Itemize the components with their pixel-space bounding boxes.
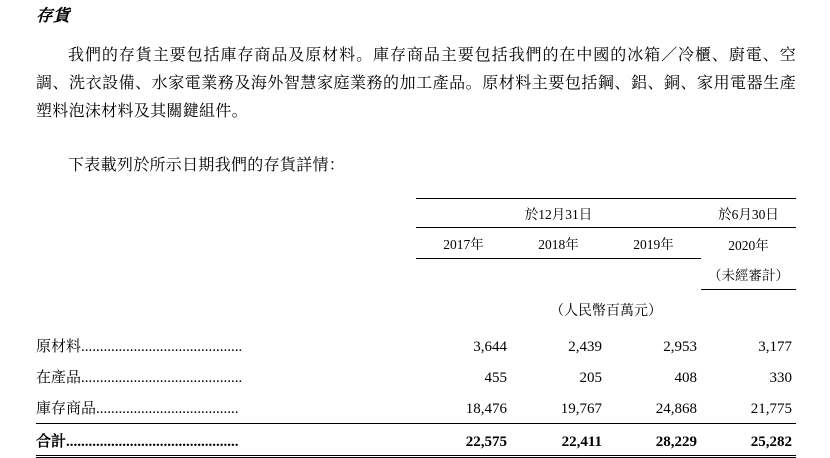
page-title: 存貨 bbox=[36, 6, 70, 25]
cell-work-in-progress-2019: 408 bbox=[674, 369, 697, 386]
group-header-jun30: 於6月30日 bbox=[701, 199, 796, 228]
year-header-2019: 2019年 bbox=[606, 228, 701, 259]
group-header-dec31: 於12月31日 bbox=[416, 199, 701, 228]
leader-dots: .............................................. bbox=[66, 433, 239, 450]
year-header-2020: 2020年 bbox=[728, 237, 769, 253]
cell-work-in-progress-2020: 330 bbox=[769, 369, 792, 386]
row-label-text: 合計 bbox=[36, 433, 67, 450]
row-label-finished-goods bbox=[36, 392, 416, 424]
inventory-table bbox=[36, 198, 796, 458]
leader-dots: ........................................... bbox=[81, 369, 243, 386]
table-group-header-row bbox=[36, 199, 796, 228]
table-total-row bbox=[36, 423, 796, 456]
cell-finished-goods-2019: 24,868 bbox=[606, 392, 701, 424]
row-label-text: 原材料 bbox=[36, 338, 82, 355]
row-label-work-in-progress bbox=[36, 361, 416, 392]
cell-raw-materials-2017: 3,644 bbox=[473, 338, 507, 355]
year-header-2017: 2017年 bbox=[416, 228, 511, 259]
cell-finished-goods-2020: 21,775 bbox=[701, 392, 796, 424]
leader-dots: ........................................... bbox=[81, 338, 243, 355]
table-body bbox=[36, 330, 796, 457]
cell-work-in-progress-2018: 205 bbox=[579, 369, 602, 386]
cell-finished-goods-2017: 18,476 bbox=[416, 392, 511, 424]
unit-note: （人民幣百萬元） bbox=[550, 303, 662, 319]
cell-total-2017: 22,575 bbox=[416, 423, 511, 456]
inventory-table-wrapper bbox=[36, 198, 796, 458]
sub-header-unaudited: （未經審計） bbox=[701, 259, 796, 290]
leader-dots: ...................................... bbox=[96, 400, 239, 417]
row-label-text: 庫存商品 bbox=[36, 400, 97, 417]
row-label-total bbox=[36, 423, 416, 456]
cell-raw-materials-2018: 2,439 bbox=[568, 338, 602, 355]
table-year-header-row bbox=[36, 228, 796, 259]
cell-work-in-progress-2017: 455 bbox=[484, 369, 507, 386]
table-row bbox=[36, 392, 796, 424]
cell-finished-goods-2018: 19,767 bbox=[511, 392, 606, 424]
body-paragraph: 我們的存貨主要包括庫存商品及原材料。庫存商品主要包括我們的在中國的冰箱／冷櫃、廚電、空調、洗衣設備、水家電業務及海外智慧家庭業務的加工產品。原材料主要包括鋼、鋁、銅、家用電器生產塑料泡沫材料及其關鍵組件。 bbox=[36, 47, 796, 120]
cell-total-2018: 22,411 bbox=[511, 423, 606, 456]
cell-raw-materials-2020: 3,177 bbox=[758, 338, 792, 355]
table-row bbox=[36, 330, 796, 361]
table-unit-row bbox=[36, 289, 796, 330]
cell-total-2020: 25,282 bbox=[701, 423, 796, 456]
table-sub-header-row bbox=[36, 259, 796, 290]
table-row bbox=[36, 361, 796, 392]
cell-raw-materials-2019: 2,953 bbox=[663, 338, 697, 355]
row-label-text: 在產品 bbox=[36, 369, 82, 386]
table-lead-in-text: 下表載列於所示日期我們的存貨詳情： bbox=[68, 157, 346, 174]
cell-total-2019: 28,229 bbox=[606, 423, 701, 456]
row-label-raw-materials bbox=[36, 330, 416, 361]
table-head bbox=[36, 199, 796, 330]
year-header-2018: 2018年 bbox=[511, 228, 606, 259]
